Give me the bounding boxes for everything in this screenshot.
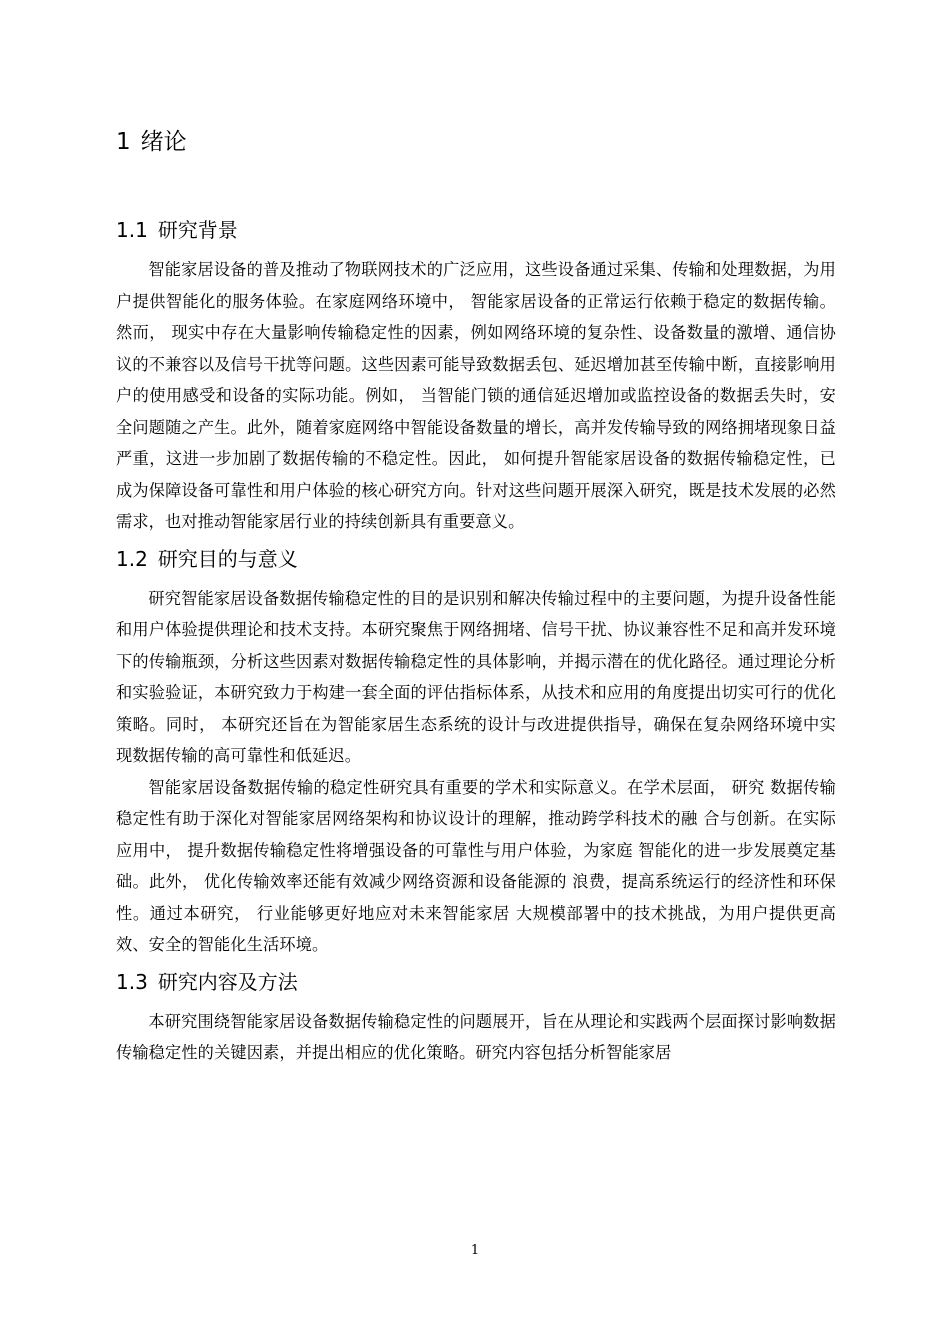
section-purpose [116,541,836,961]
section-heading [116,212,836,248]
section-heading [116,541,836,577]
chapter-title: 绪论 [140,129,187,155]
section-title: 研究内容及方法 [157,969,298,994]
body-paragraph: 本研究围绕智能家居设备数据传输稳定性的问题展开，旨在从理论和实践两个层面探讨影响数据传输稳定性的关键因素，并提出相应的优化策略。研究内容包括分析智能家居 [116,1011,836,1062]
section-title: 研究背景 [157,218,238,242]
page-content [116,122,836,1069]
section-number: 1.2 [116,546,148,571]
body-paragraph: 研究智能家居设备数据传输稳定性的目的是识别和解决传输过程中的主要问题，为提升设备性能和用户体验提供理论和技术支持。本研究聚焦于网络拥堵、信号干扰、协议兼容性不足和高并发环境下的传输瓶颈，分析这些因素对数据传输稳定性的具体影响，并揭示潜在的优化路径。通过理论分析和实验验证，本研究致力于构建一套全面的评估指标体系，从技术和应用的角度提出切实可行的优化策略。同时， 本研究还旨在为智能家居生态系统的设计与改进提供指导，确保在复杂网络环境中实现数据传输的高可靠性和低延迟。 [116,588,836,765]
chapter-heading [116,122,836,162]
body-paragraph: 智能家居设备数据传输的稳定性研究具有重要的学术和实际意义。在学术层面， 研究 数据传输稳定性有助于深化对智能家居网络架构和协议设计的理解，推动跨学科技术的融 合与创新。在实际应用中， 提升数据传输稳定性将增强设备的可靠性与用户体验，为家庭 智能化的进一步发展奠定基础。此外， 优化传输效率还能有效减少网络资源和设备能源的 浪费，提高系统运行的经济性和环保性。通过本研究， 行业能够更好地应对未来智能家居 大规模部署中的技术挑战，为用户提供更高效、安全的智能化生活环境。 [116,777,836,954]
section-heading [116,964,836,1000]
section-number: 1.1 [116,218,148,242]
section-title: 研究目的与意义 [157,546,298,571]
chapter-number: 1 [116,129,131,155]
section-content-methods [116,964,836,1069]
body-paragraph: 智能家居设备的普及推动了物联网技术的广泛应用，这些设备通过采集、传输和处理数据，为用户提供智能化的服务体验。在家庭网络环境中， 智能家居设备的正常运行依赖于稳定的数据传输。然而， 现实中存在大量影响传输稳定性的因素，例如网络环境的复杂性、设备数量的激增、通信协议的不兼容以及信号干扰等问题。这些因素可能导致数据丢包、延迟增加甚至传输中断，直接影响用户的使用感受和设备的实际功能。例如， 当智能门锁的通信延迟增加或监控设备的数据丢失时，安全问题随之产生。此外，随着家庭网络中智能设备数量的增长，高并发传输导致的网络拥堵现象日益严重，这进一步加剧了数据传输的不稳定性。因此， 如何提升智能家居设备的数据传输稳定性，已成为保障设备可靠性和用户体验的核心研究方向。针对这些问题开展深入研究，既是技术发展的必然需求，也对推动智能家居行业的持续创新具有重要意义。 [116,260,836,531]
section-number: 1.3 [116,969,148,994]
section-background [116,212,836,538]
page-number: 1 [470,1243,480,1258]
